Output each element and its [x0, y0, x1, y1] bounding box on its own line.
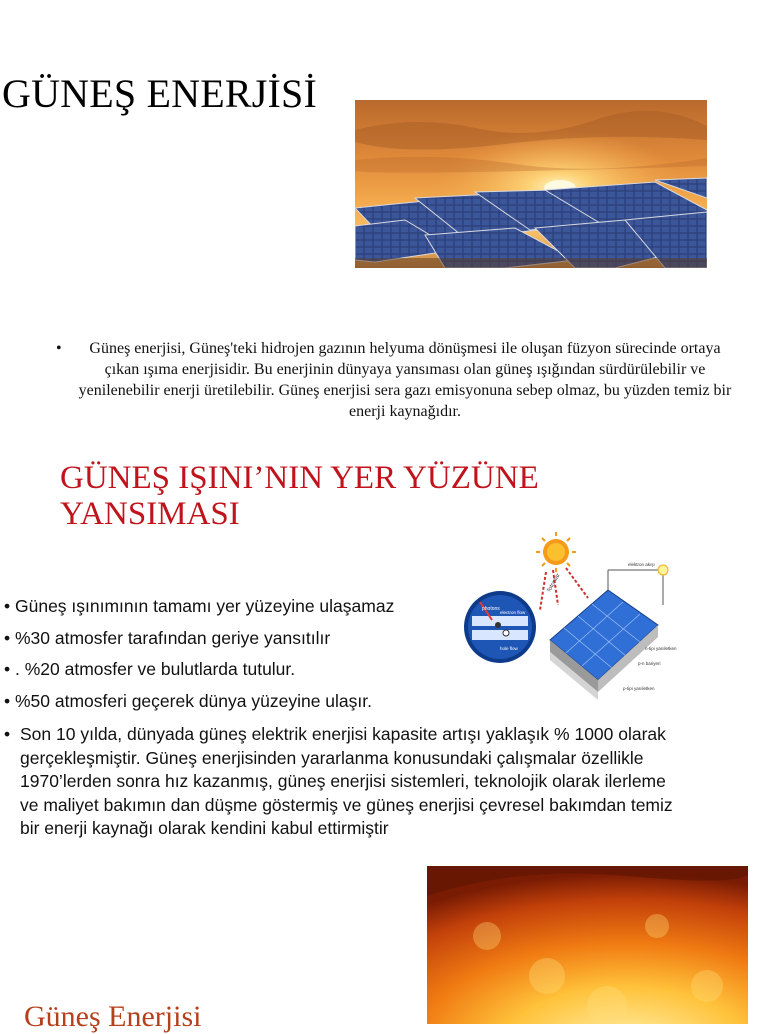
slide-title: GÜNEŞ ENERJİSİ — [2, 71, 318, 116]
bullet-mark: • — [4, 724, 11, 744]
section-heading: GÜNEŞ IŞINI’NIN YER YÜZÜNE YANSIMASI — [60, 460, 539, 532]
fotonlar-label: fotonlar — [546, 572, 562, 593]
sun-surface-image — [427, 866, 748, 1024]
hole-flow-label: hole flow — [500, 646, 518, 651]
load-label: elektron akışı — [628, 562, 655, 567]
solar-cell-diagram — [458, 530, 700, 712]
p-layer-label: p-tipi yarıiletken — [623, 686, 655, 691]
electron-flow-label: electron flow — [500, 610, 526, 615]
capacity-paragraph — [4, 723, 684, 841]
next-slide-title: Güneş Enerjisi — [24, 1000, 202, 1033]
pn-label: p-n bariyeri — [638, 661, 661, 666]
bullet-mark: • — [56, 340, 62, 357]
list-item: • . %20 atmosfer ve bulutlarda tutulur. — [4, 659, 296, 679]
capacity-text: Son 10 yılda, dünyada güneş elektrik enerjisi kapasite artışı yaklaşık % 1000 olarak gerçekleşmiştir. Güneş enerjisinden yararlanma konusundaki çalışmalar özellikle 1970’lerden sonra hız kazanmış, güneş enerjisi sistemleri, teknolojik olarak ilerleme ve maliyet bakımın dan düşme göstermiş ve güneş enerjisi çevresel bakımdan temiz bir enerji kaynağı olarak kendini kabul ettirmiştir — [20, 724, 673, 838]
n-layer-label: n-tipi yarıiletken — [645, 646, 677, 651]
intro-paragraph — [56, 338, 736, 422]
list-item: • Güneş ışınımının tamamı yer yüzeyine ulaşamaz — [4, 596, 395, 616]
list-item: • %30 atmosfer tarafından geriye yansıtılır — [4, 628, 331, 648]
solar-panel-sunset-image — [355, 100, 707, 268]
photons-label: photons — [482, 606, 500, 612]
list-item: • %50 atmosferi geçerek dünya yüzeyine ulaşır. — [4, 691, 372, 711]
intro-text: Güneş enerjisi, Güneş'teki hidrojen gazının helyuma dönüşmesi ile oluşan füzyon sürecinde ortaya çıkan ışıma enerjisidir. Bu enerjinin dünyaya yansıması olan güneş ışığından sürdürülebilir ve yenilenebilir enerji üretilebilir. Güneş enerjisi sera gazı emisyonuna sebep olmaz, bu yüzden temiz bir enerji kaynağıdır. — [78, 340, 732, 420]
